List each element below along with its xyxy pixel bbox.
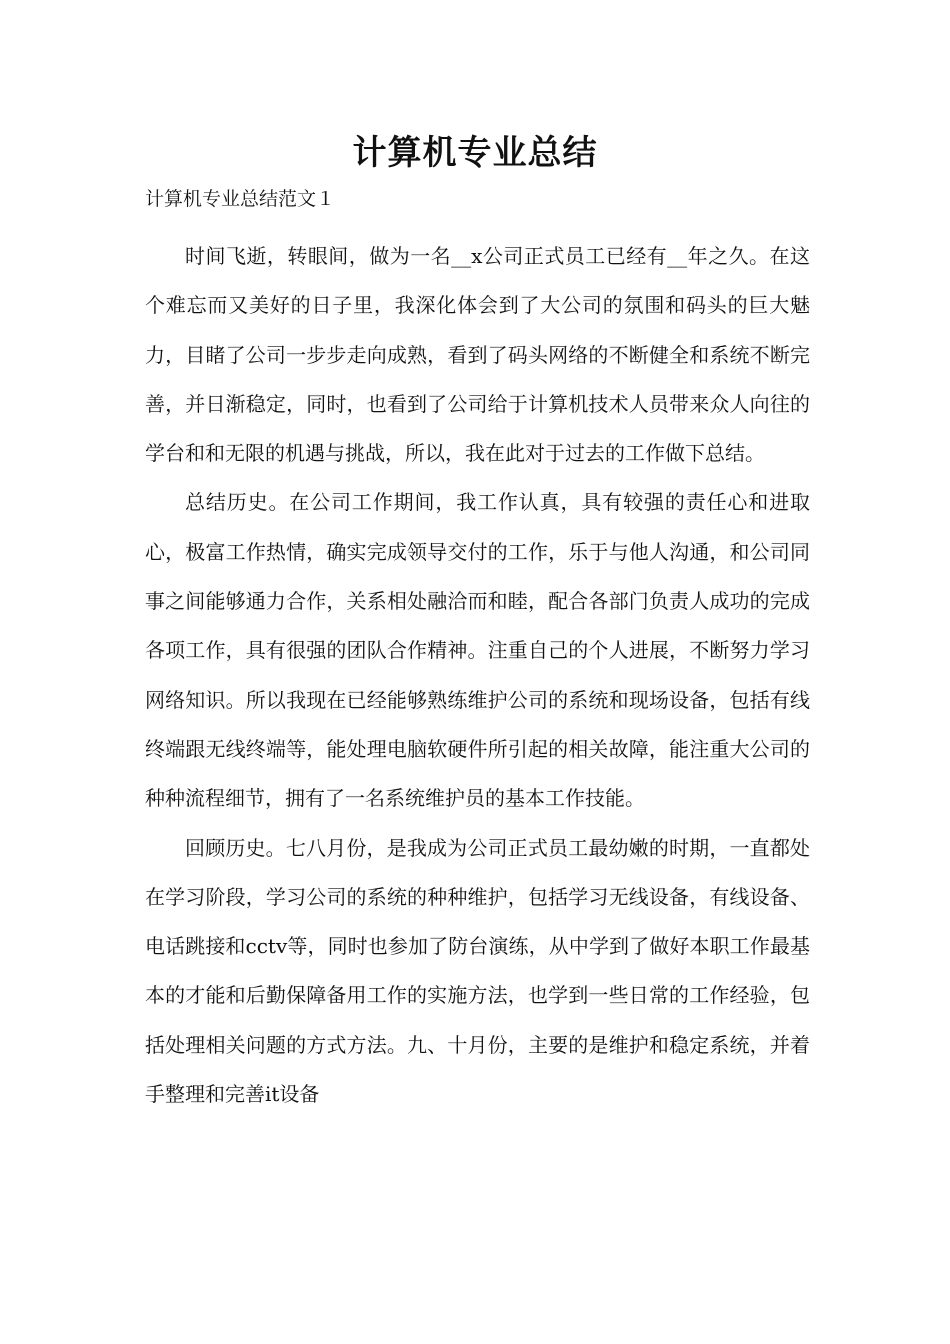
- document-body: [145, 232, 810, 1119]
- paragraph-review: 回顾历史。七八月份，是我成为公司正式员工最幼嫩的时期，一直都处在学习阶段，学习公司的系统的种种维护，包括学习无线设备，有线设备、电话跳接和cctv等，同时也参加了防台演练，从中学到了做好本职工作最基本的才能和后勤保障备用工作的实施方法，也学到一些日常的工作经验，包括处理相关问题的方式方法。九、十月份，主要的是维护和稳定系统，并着手整理和完善it设备: [145, 835, 810, 1107]
- document-title: 计算机专业总结: [352, 133, 598, 173]
- paragraph-summary: 总结历史。在公司工作期间，我工作认真，具有较强的责任心和进取心，极富工作热情，确实完成领导交付的工作，乐于与他人沟通，和公司同事之间能够通力合作，关系相处融洽而和睦，配合各部门负责人成功的完成各项工作，具有很强的团队合作精神。注重自己的个人进展，不断努力学习网络知识。所以我现在已经能够熟练维护公司的系统和现场设备，包括有线终端跟无线终端等，能处理电脑软硬件所引起的相关故障，能注重大公司的种种流程细节，拥有了一名系统维护员的基本工作技能。: [145, 490, 810, 811]
- paragraph-intro: 时间飞逝，转眼间，做为一名__x公司正式员工已经有__年之久。在这个难忘而又美好的日子里，我深化体会到了大公司的氛围和码头的巨大魅力，目睹了公司一步步走向成熟，看到了码头网络的不断健全和系统不断完善，并日渐稳定，同时，也看到了公司给于计算机技术人员带来众人向往的学台和和无限的机遇与挑战，所以，我在此对于过去的工作做下总结。: [145, 244, 810, 466]
- document-subtitle: 计算机专业总结范文１: [145, 188, 336, 210]
